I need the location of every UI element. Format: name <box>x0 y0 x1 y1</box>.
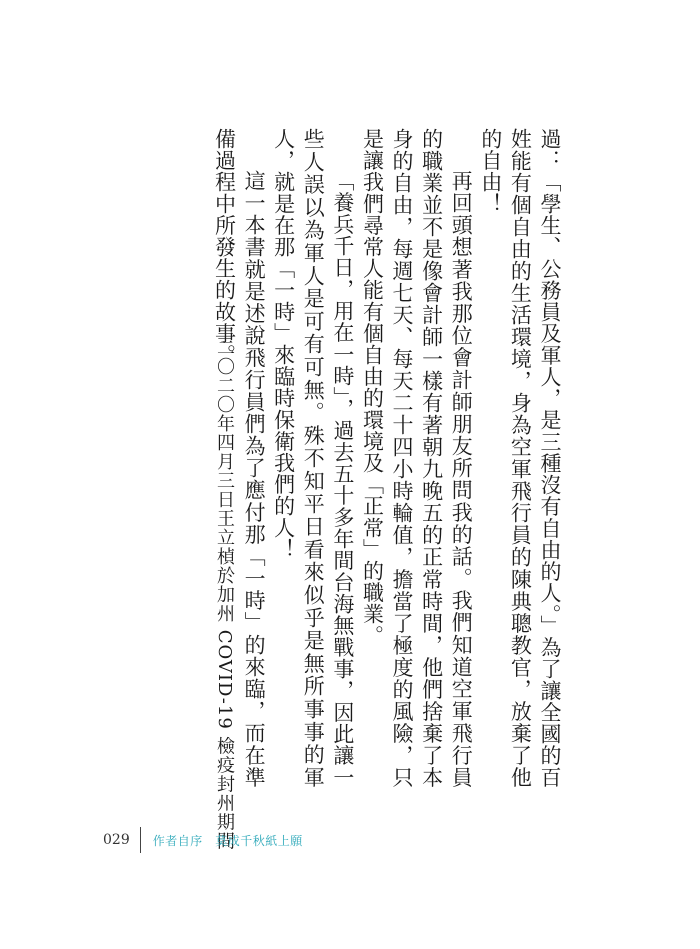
paragraph-1: 過：「學生、公務員及軍人，是三種沒有自由的人。」為了讓全國的百姓能有個自由的生活環境，身為空軍飛行員的陳典聰教官，放棄了他的自由！ <box>478 128 562 788</box>
page-footer <box>103 826 303 854</box>
page-number: 029 <box>103 832 130 848</box>
running-head: 作者自序 莫成千秋紙上願 <box>152 833 303 848</box>
footer-divider <box>140 827 141 853</box>
paragraph-2: 再回頭想著我那位會計師朋友所問我的話。我們知道空軍飛行員的職業並不是像會計師一樣有著朝九晚五的正常時間，他們捨棄了本身的自由，每週七天、每天二十四小時輪值，擔當了極度的風險，只是讓我們尋常人能有個自由的環境及「正常」的職業。 <box>360 128 474 788</box>
paragraph-4: 這一本書就是述說飛行員們為了應付那「一時」的來臨，而在準備過程中所發生的故事。 <box>212 128 267 788</box>
paragraph-3: 「養兵千日，用在一時」，過去五十多年間台海無戰事，因此讓一些人誤以為軍人是可有可無。殊不知平日看來似乎是無所事事的軍人，就是在那「一時」來臨時保衛我們的人！ <box>271 128 355 788</box>
author-signature: 二〇二〇年四月三日王立楨於加州 COVID-19 檢疫封州期間 <box>214 338 235 851</box>
